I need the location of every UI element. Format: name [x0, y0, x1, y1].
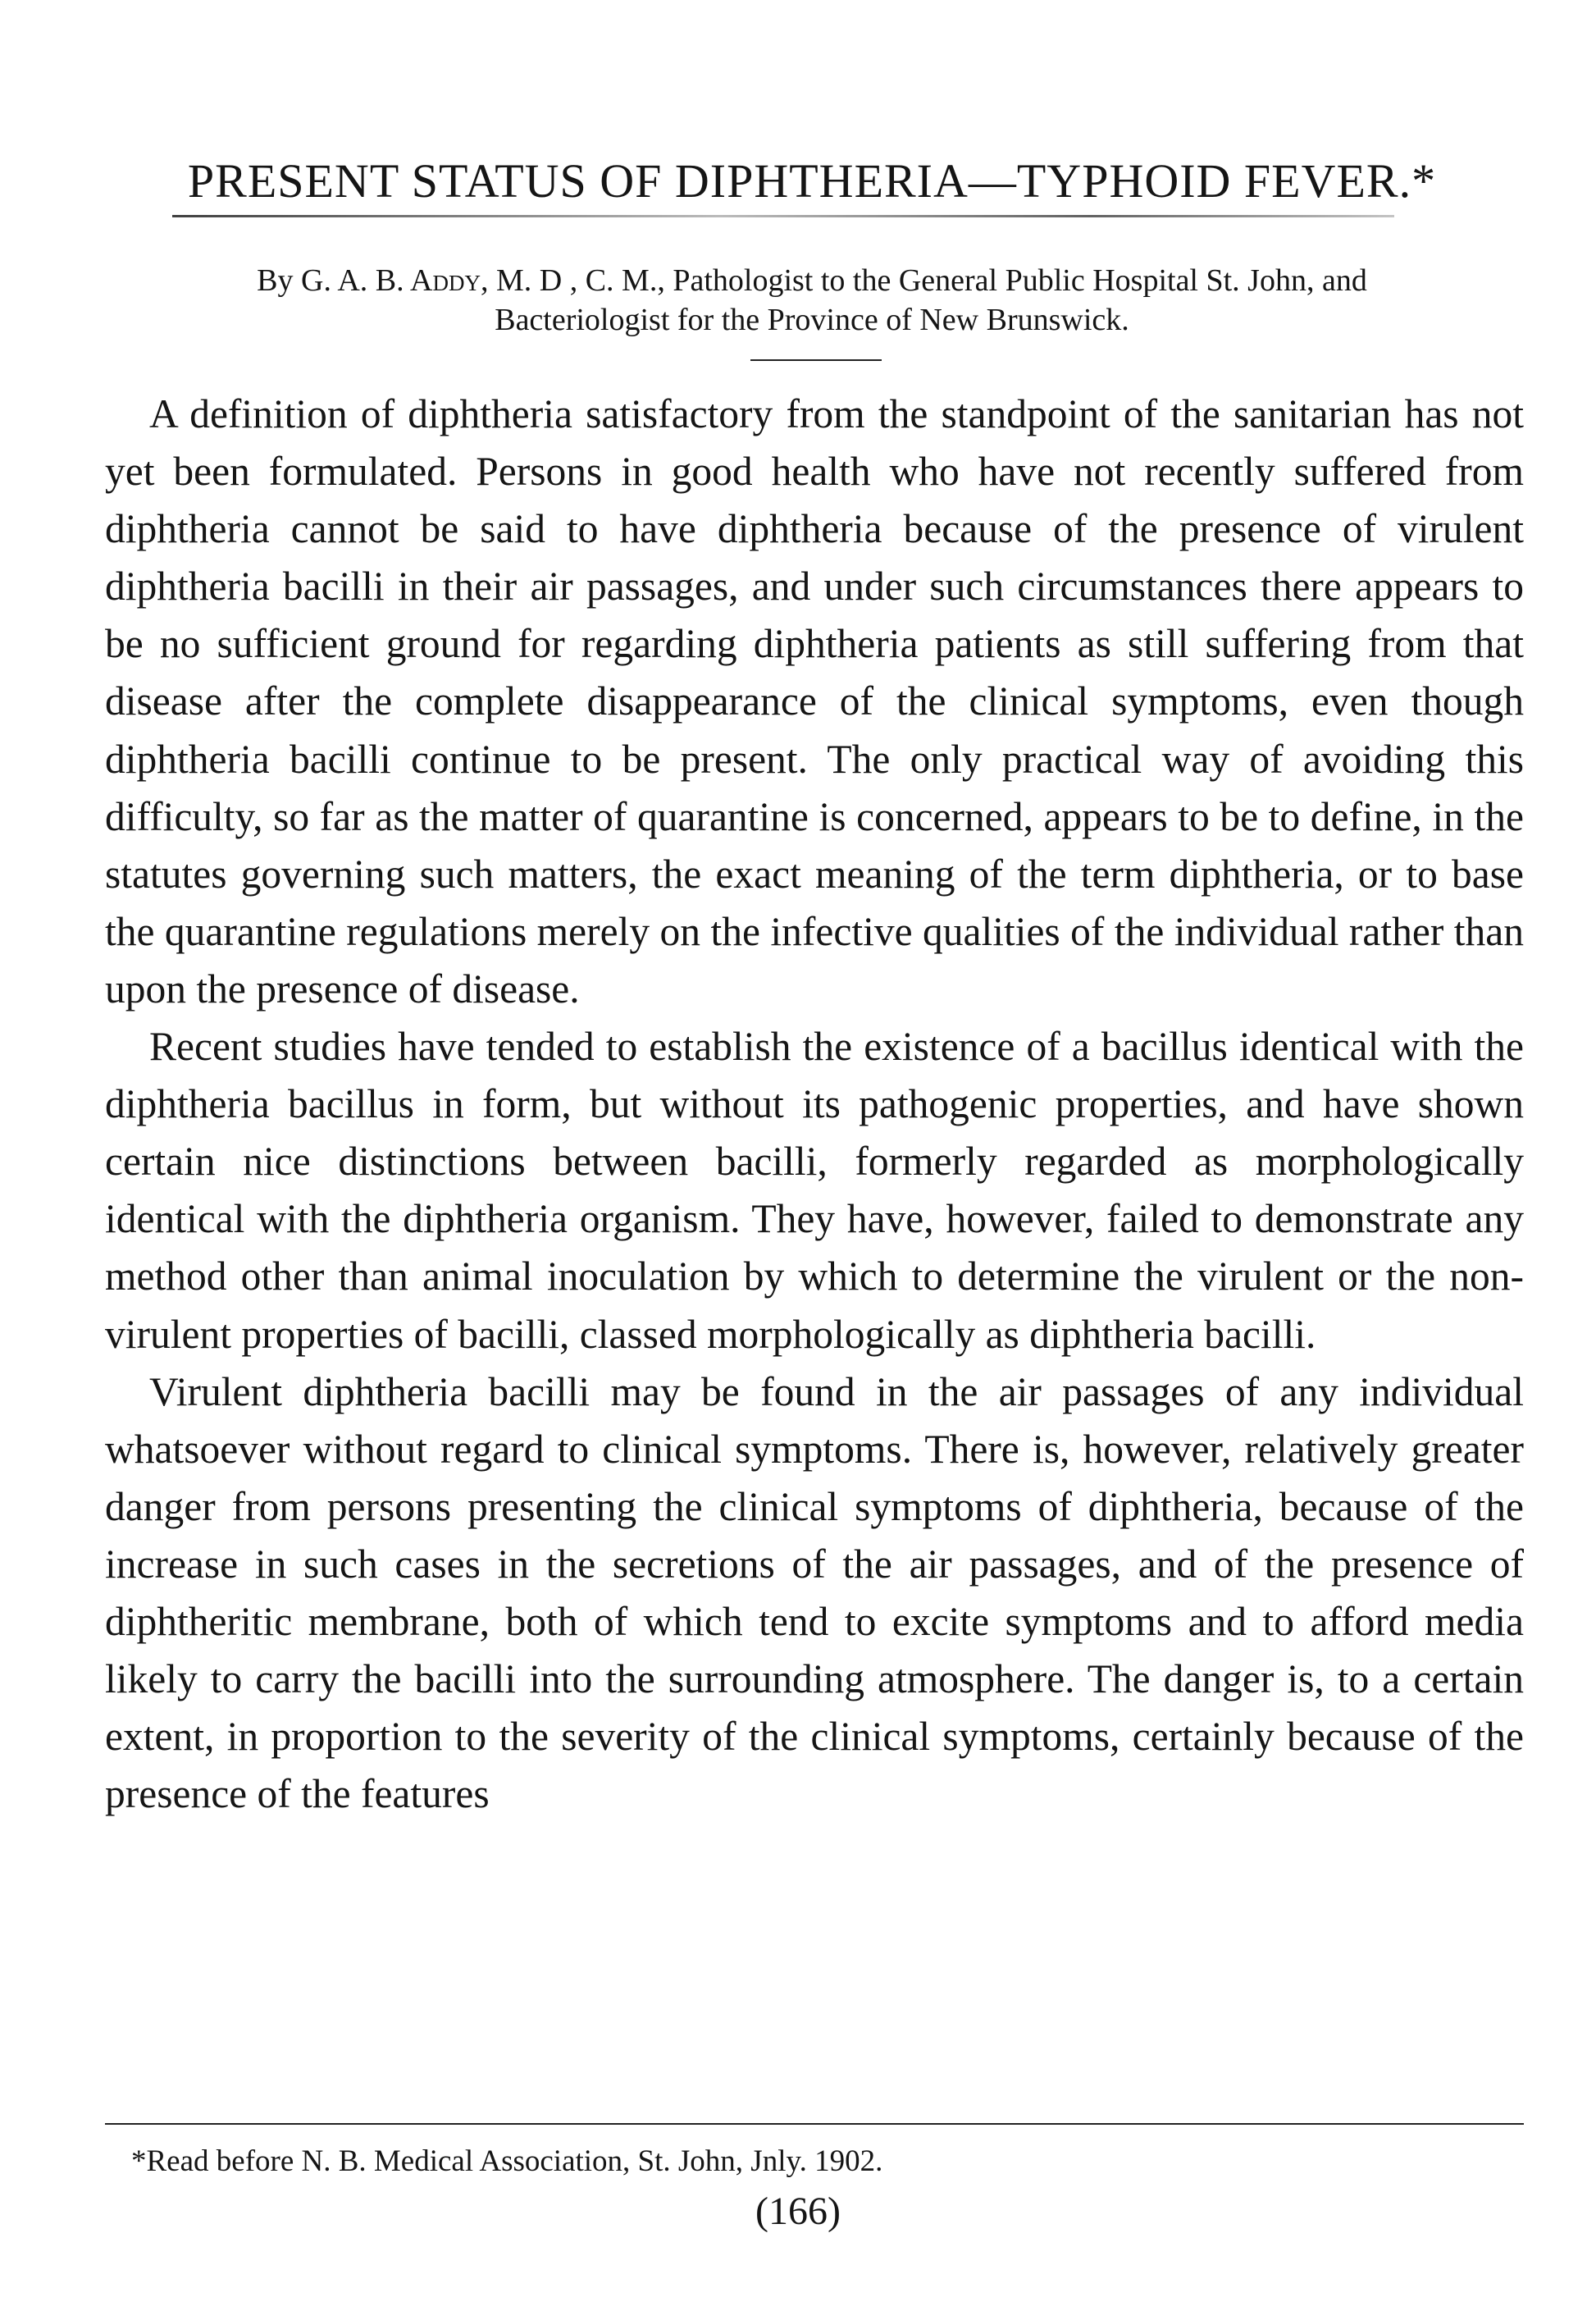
- author-credentials-line2: Bacteriologist for the Province of New Brunswick.: [495, 303, 1129, 337]
- paragraph-3: Virulent diphtheria bacilli may be found in the air passages of any individual whatsoever without regard to clinical symptoms. There is, however, relatively greater danger from persons presenting the clinical symptoms of diphtheria, because of the increase in such cases in the secretions of the air passages, and of the presence of diphtheritic membrane, both of which tend to excite symptoms and to afford media likely to carry the bacilli into the surrounding atmosphere. The danger is, to a certain extent, in proportion to the severity of the clinical symptoms, certainly because of the presence of the features: [105, 1368, 1524, 1817]
- author-credentials-line1: , M. D , C. M., Pathologist to the General Public Hospital St. John, and: [480, 263, 1367, 298]
- byline-divider: [750, 359, 882, 361]
- byline-prefix: By: [257, 263, 301, 298]
- paragraph-1: A definition of diphtheria satisfactory from the standpoint of the sanitarian has not yet been formulated. Persons in good health who have not recently suffered from diphtheria cannot be said to have diphtheria because of the presence of virulent diphtheria bacilli in their air passages, and under such circumstances there appears to be no sufficient ground for regarding diphtheria patients as still suffering from that disease after the complete disappearance of the clinical symptoms, even though diphtheria bacilli continue to be present. The only practical way of avoiding this difficulty, so far as the matter of quarantine is concerned, appears to be to define, in the statutes governing such matters, the exact meaning of the term diphtheria, or to base the quarantine regulations merely on the infective qualities of the individual rather than upon the presence of disease.: [105, 391, 1524, 1012]
- article-body: [105, 386, 1524, 1823]
- article-title: PRESENT STATUS OF DIPHTHERIA—TYPHOID FEVER.*: [187, 154, 1437, 208]
- page-number: (166): [755, 2190, 841, 2233]
- paragraph-2: Recent studies have tended to establish the existence of a bacillus identical with the diphtheria bacillus in form, but without its pathogenic properties, and have shown certain nice distinctions between bacilli, formerly regarded as morphologically identical with the diphtheria organism. They have, however, failed to demonstrate any method other than animal inoculation by which to determine the virulent or the non-virulent properties of bacilli, classed morphologically as diphtheria bacilli.: [105, 1024, 1524, 1357]
- footnote-divider: [105, 2123, 1524, 2125]
- footnote: *Read before N. B. Medical Association, St. John, Jnly. 1902.: [131, 2144, 883, 2178]
- title-underline: [172, 215, 1394, 217]
- byline: [107, 261, 1517, 340]
- author-name: G. A. B. Addy: [301, 263, 481, 298]
